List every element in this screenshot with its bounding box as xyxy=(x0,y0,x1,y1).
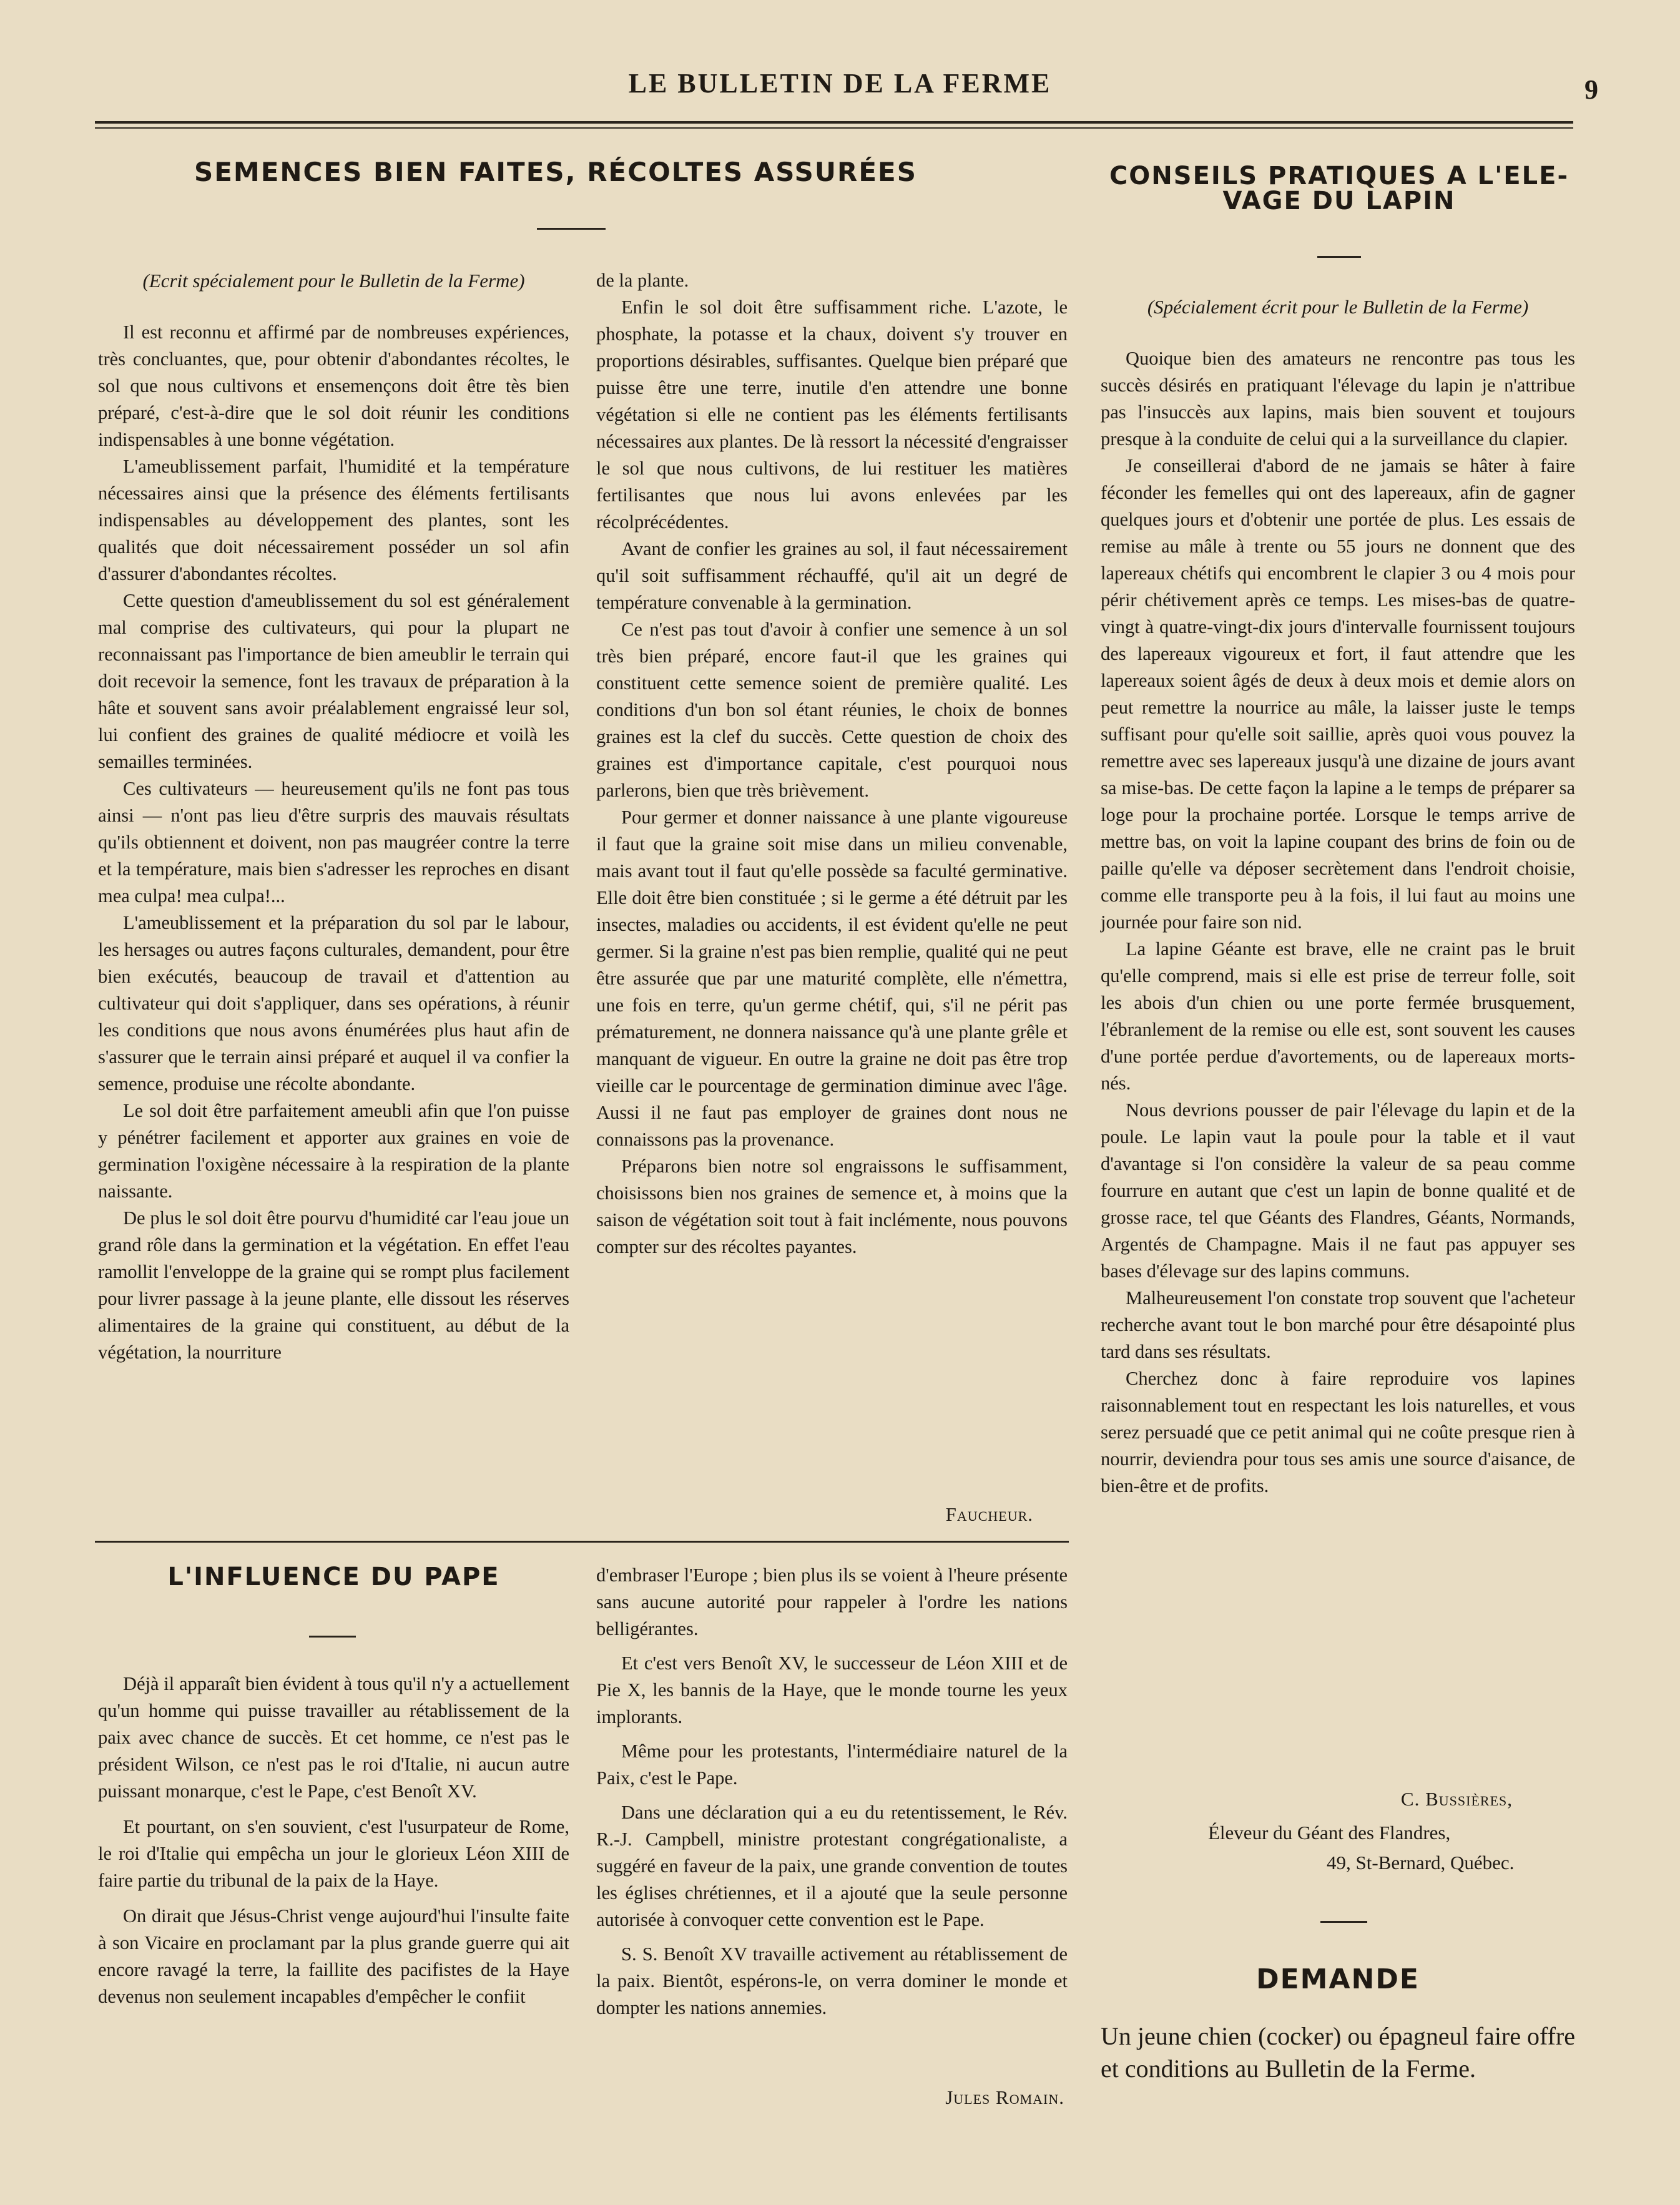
paragraph: Préparons bien notre sol engraissons le suffisamment, choisissons bien nos graines de semence et, à moins que la saison de végétation soit tout à fait inclémente, nous pouvons compter sur des récoltes payantes. xyxy=(596,1156,1068,1257)
demande-title: DEMANDE xyxy=(1256,1963,1420,1995)
paragraph: Et c'est vers Benoît XV, le successeur de Léon XIII et de Pie X, les bannis de la Haye, que le monde tourne les yeux implorants. xyxy=(596,1653,1068,1727)
article-pape-column-2 xyxy=(596,1562,1068,2021)
page-number: 9 xyxy=(1584,74,1598,105)
paragraph: Déjà il apparaît bien évident à tous qu'il n'y a actuellement qu'un homme qui puisse travailler au rétablissement de la paix avec chance de succès. Et cet homme, ce n'est pas le président Wilson, ce n'est pas le roi d'Italie, ni aucun autre puissant monarque, c'est le Pape, c'est Benoît XV. xyxy=(98,1673,569,1802)
paragraph: La lapine Géante est brave, elle ne craint pas le bruit qu'elle comprend, mais si elle est prise de terreur folle, soit les abois d'un chien ou une porte fermée brusquement, l'ébranlement de la remise ou elle est, sont souvent les causes d'une portée perdue d'avortements, ou de lapereaux morts-nés. xyxy=(1101,938,1575,1094)
header-rule-bottom xyxy=(95,127,1573,129)
article-lapin-column xyxy=(1101,293,1575,1500)
paragraph: Je conseillerai d'abord de ne jamais se hâter à faire féconder les femelles qui ont des lapereaux, afin de gagner quelques jours et d'obtenir une portée de plus. Les essais de remise au mâle à trente ou 55 jours ne donnent que des lapereaux chétifs qui encombrent le clapier 3 ou 4 mois pour périr chétivement après ce temps. Les mises-bas de quatre-vingt à quatre-vingt-dix jours d'intervalle fournissent toujours des lapereaux vigoureux et fort, il faut attendre que les lapereaux soient âgés de deux à deux mois et demie alors on peut remettre la nourrice au mâle, la laisser juste le temps suffisant pour qu'elle soit saillie, après quoi vous pouvez la remettre avec ses lapereaux jusqu'à une dizaine de jours avant sa mise-bas. De cette façon la lapine a le temps de préparer sa loge pour la prochaine portée. Lorsque le temps arrive de mettre bas, on voit la lapine coupant des brins de foin ou de paille qu'elle va déposer secrètement dans l'endroit choisie, comme elle transporte peu à la fois, il lui faut au moins une journée pour faire son nid. xyxy=(1101,455,1575,933)
article-semences-column-1 xyxy=(98,267,569,1366)
article-pape-column-1 xyxy=(98,1671,569,2010)
article-title-lapin-line-1: CONSEILS PRATIQUES A L'ELE- xyxy=(1109,162,1569,190)
paragraph: Ces cultivateurs — heureusement qu'ils ne font pas tous ainsi — n'ont pas lieu d'être surpris des mauvais résultats qu'ils obtiennent et doivent, non pas maugréer contre la terre et la température, mais bien s'adresser les reproches en disant mea culpa! mea culpa!... xyxy=(98,778,569,906)
paragraph: Malheureusement l'on constate trop souvent que l'acheteur recherche avant tout le bon marché pour être désapointé plus tard dans ses résultats. xyxy=(1101,1287,1575,1362)
paragraph: S. S. Benoît XV travaille activement au rétablissement de la paix. Bientôt, espérons-le, on verra dominer le monde et dompter les nations annemies. xyxy=(596,1943,1068,2018)
section-divider xyxy=(95,1541,1069,1543)
paragraph: L'ameublissement et la préparation du sol par le labour, les hersages ou autres façons culturales, demandent, pour être bien exécutés, beaucoup de travail et d'attention au cultivateur qui doit s'appliquer, dans ses opérations, à réunir les conditions que nous avons énumérées plus haut afin de s'assurer que le terrain ainsi préparé et auquel il va confier la semence, produise une récolte abondante. xyxy=(98,912,569,1094)
article-byline: (Ecrit spécialement pour le Bulletin de la Ferme) xyxy=(142,270,525,292)
paragraph: Et pourtant, on s'en souvient, c'est l'usurpateur de Rome, le roi d'Italie qui empêcha un jour le glorieux Léon XIII de faire partie du tribunal de la paix de la Haye. xyxy=(98,1816,569,1891)
article-semences-column-2 xyxy=(596,267,1068,1260)
paragraph: Même pour les protestants, l'intermédiaire naturel de la Paix, c'est le Pape. xyxy=(596,1741,1068,1789)
article-title-lapin-line-2: VAGE DU LAPIN xyxy=(1222,187,1456,215)
paragraph: Pour germer et donner naissance à une plante vigoureuse il faut que la graine soit mise dans un milieu convenable, mais avant tout il faut qu'elle possède sa faculté germinative. Elle doit être bien constituée ; si le germe a été détruit par les insectes, maladies ou accidents, il est évident qu'elle ne peut germer. Si la graine n'est pas bien remplie, qualité qui ne peut être assurée que par une maturité complète, elle n'émettra, une fois en terre, qu'un germe chétif, qui, s'il ne périt pas prématurement, ne donnera naissance qu'à une plante grêle et manquant de vigueur. En outre la graine ne doit pas être trop vieille car le pourcentage de germination diminue avec l'âge. Aussi il ne faut pas employer de graines dont nous ne connaissons pas la provenance. xyxy=(596,807,1068,1150)
signature-bussieres: C. Bussières, xyxy=(1400,1788,1513,1810)
signature-address: 49, St-Bernard, Québec. xyxy=(1327,1852,1515,1874)
paragraph: Nous devrions pousser de pair l'élevage du lapin et de la poule. Le lapin vaut la poule pour la table et il vaut d'avantage si l'on considère la valeur de sa peau comme fourrure en autant que c'est un lapin de bonne qualité et de grosse race, tel que Géants des Flandres, Géants, Normands, Argentés de Champagne. Mais il ne faut pas appuyer ses bases d'élevage sur des lapins communs. xyxy=(1101,1099,1575,1282)
newspaper-title: LE BULLETIN DE LA FERME xyxy=(628,68,1052,99)
paragraph: Le sol doit être parfaitement ameubli afin que l'on puisse y pénétrer facilement et apporter aux graines en voie de germination l'oxigène nécessaire à la respiration de la plante naissante. xyxy=(98,1100,569,1202)
demande-body: Un jeune chien (cocker) ou épagneul faire offre et conditions au Bulletin de la Ferme. xyxy=(1101,2022,1575,2083)
paragraph: On dirait que Jésus-Christ venge aujourd'hui l'insulte faite à son Vicaire en proclamant par la plus grande guerre qui ait encore ravagé la terre, la faillite des pacifistes de la Haye devenus non seulement incapables d'empêcher le confiit xyxy=(98,1905,569,2007)
signature-title: Éleveur du Géant des Flandres, xyxy=(1208,1822,1451,1844)
paragraph: Ce n'est pas tout d'avoir à confier une semence à un sol très bien préparé, encore faut-il que les graines qui constituent cette semence soient de première qualité. Les conditions d'un bon sol étant réunies, le choix de bonnes graines est la clef du succès. Cette question de choix des graines est d'importance capitale, c'est pourquoi nous parlerons, bien que très brièvement. xyxy=(596,619,1068,801)
paragraph: de la plante. xyxy=(596,270,689,291)
paragraph: Dans une déclaration qui a eu du retentissement, le Rév. R.-J. Campbell, ministre protestant congrégationaliste, a suggéré en faveur de la paix, une grande convention de toutes les églises chrétiennes, et il a ajouté que la seule personne autorisée à convoquer cette convention est le Pape. xyxy=(596,1802,1068,1930)
paragraph: Avant de confier les graines au sol, il faut nécessairement qu'il soit suffisamment réchauffé, qu'il ait un degré de température convenable à la germination. xyxy=(596,538,1068,613)
article-title-semences: SEMENCES BIEN FAITES, RÉCOLTES ASSURÉES xyxy=(194,157,917,187)
title-separator xyxy=(1317,256,1361,258)
paragraph: Enfin le sol doit être suffisamment riche. L'azote, le phosphate, la potasse et la chaux, doivent s'y trouver en proportions désirables, suffisantes. Quelque bien préparé que puisse être une terre, inutile d'en attendre une bonne végétation si elle ne contient pas les éléments fertilisants nécessaires aux plantes. De là ressort la nécessité d'engraisser le sol que nous cultivons, de lui restituer les matières fertilisantes que nous lui avons enlevées par les récolprécédentes. xyxy=(596,297,1068,533)
article-byline: (Spécialement écrit pour le Bulletin de la Ferme) xyxy=(1147,296,1529,318)
title-separator xyxy=(537,228,606,230)
signature-faucheur: Faucheur. xyxy=(945,1503,1033,1525)
paragraph: Cherchez donc à faire reproduire vos lapines raisonnablement tout en respectant les lois naturelles, et vous serez persuadé que ce petit animal qui ne coûte presque rien à nourrir, deviendra pour tous ses amis une source d'aisance, de bien-être et de profits. xyxy=(1101,1368,1575,1496)
paragraph: d'embraser l'Europe ; bien plus ils se voient à l'heure présente sans aucune autorité pour rappeler à l'ordre les nations belligérantes. xyxy=(596,1564,1068,1639)
article-title-pape: L'INFLUENCE DU PAPE xyxy=(167,1563,500,1591)
signature-jules-romain: Jules Romain. xyxy=(945,2086,1064,2108)
header-rule-top xyxy=(95,121,1573,124)
title-separator xyxy=(309,1636,356,1638)
paragraph: De plus le sol doit être pourvu d'humidité car l'eau joue un grand rôle dans la germination et la végétation. En effet l'eau ramollit l'enveloppe de la graine qui se rompt plus facilement pour livrer passage à la jeune plante, elle dissout les réserves alimentaires de la graine qui constituent, au début de la végétation, la nourriture xyxy=(98,1207,569,1363)
paragraph: Cette question d'ameublissement du sol est généralement mal comprise des cultivateurs, qui pour la plupart ne reconnaissant pas l'importance de bien ameublir le terrain qui doit recevoir la semence, font les travaux de préparation à la hâte et souvent sans avoir préalablement engraissé leur sol, lui confient des graines de qualité médiocre et voilà les semailles terminées. xyxy=(98,590,569,772)
paragraph: L'ameublissement parfait, l'humidité et la température nécessaires ainsi que la présence des éléments fertilisants indispensables au développement des plantes, sont les qualités que doit nécessairement posséder un sol afin d'assurer d'abondantes récoltes. xyxy=(98,456,569,584)
section-separator xyxy=(1320,1921,1367,1923)
paragraph: Quoique bien des amateurs ne rencontre pas tous les succès désirés en pratiquant l'élevage du lapin je n'attribue pas l'insuccès aux lapins, mais bien souvent et toujours presque à la conduite de celui qui a la surveillance du clapier. xyxy=(1101,348,1575,449)
paragraph: Il est reconnu et affirmé par de nombreuses expériences, très concluantes, que, pour obtenir d'abondantes récoltes, le sol que nous cultivons et ensemençons doit être tès bien préparé, c'est-à-dire que le sol doit réunir les conditions indispensables à une bonne végétation. xyxy=(98,322,569,450)
